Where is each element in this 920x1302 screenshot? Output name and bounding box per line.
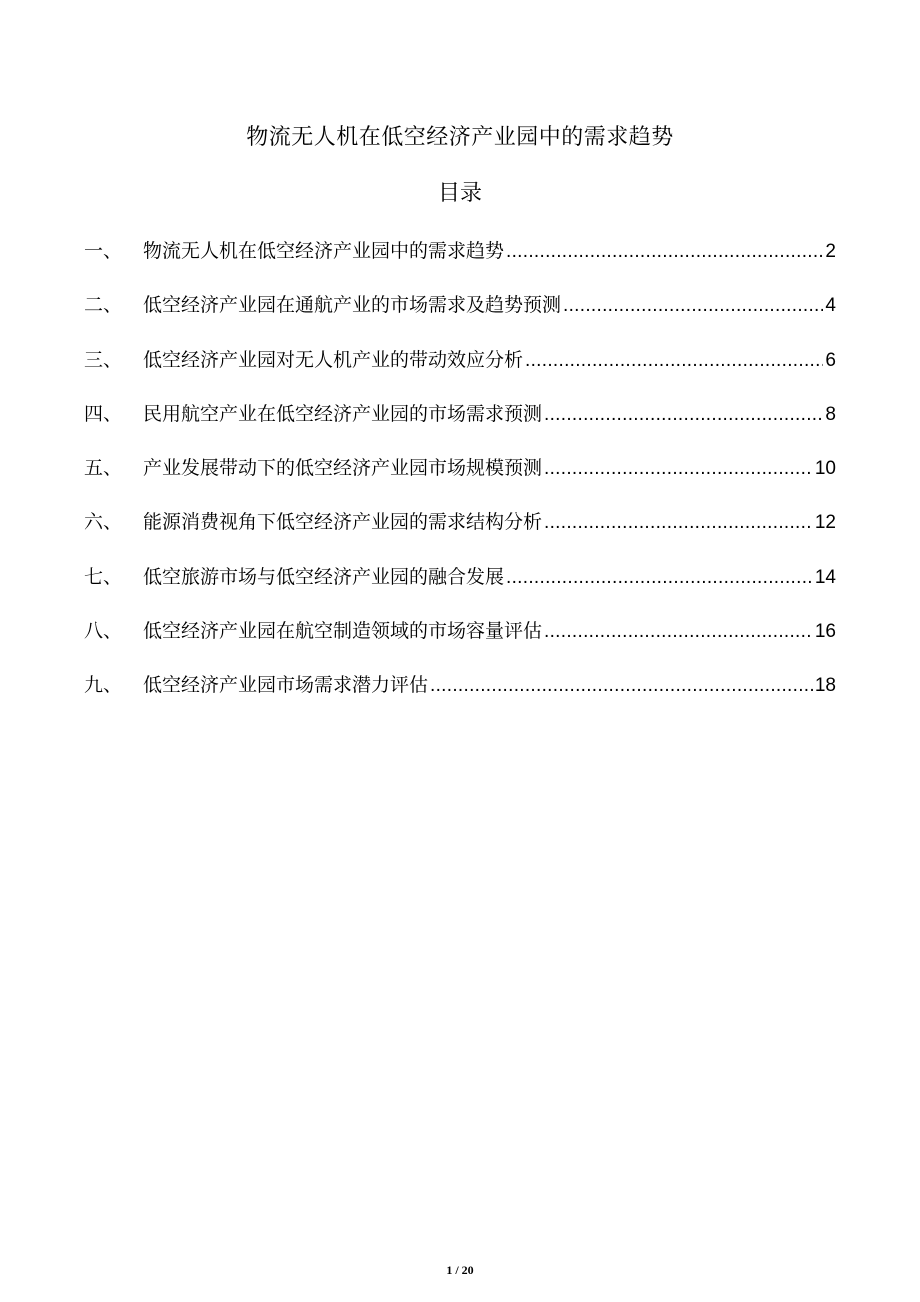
toc-entry[interactable] bbox=[84, 562, 836, 616]
toc-entry-page[interactable]: 8 bbox=[825, 403, 836, 425]
toc-entry-page[interactable]: 16 bbox=[814, 621, 836, 643]
toc-entry-number: 一、 bbox=[84, 240, 123, 262]
toc-entry-number: 四、 bbox=[84, 402, 123, 425]
toc-entry[interactable] bbox=[84, 290, 836, 344]
toc-entry-page[interactable]: 4 bbox=[825, 295, 836, 317]
toc-entry-page[interactable]: 10 bbox=[814, 458, 836, 480]
toc-dot-leader bbox=[525, 346, 823, 376]
toc-dot-leader bbox=[544, 617, 813, 647]
toc-dot-leader bbox=[544, 454, 813, 484]
toc-heading: 目录 bbox=[437, 181, 482, 206]
toc-entry-title[interactable]: 能源消费视角下低空经济产业园的需求结构分析 bbox=[143, 511, 543, 534]
toc-dot-leader bbox=[563, 291, 823, 321]
toc-entry[interactable] bbox=[84, 453, 836, 507]
toc-entry-number: 七、 bbox=[84, 565, 123, 588]
toc-entry-title[interactable]: 物流无人机在低空经济产业园中的需求趋势 bbox=[143, 240, 505, 262]
toc-entry-number: 六、 bbox=[84, 511, 123, 534]
toc-entry-title[interactable]: 民用航空产业在低空经济产业园的市场需求预测 bbox=[143, 402, 543, 425]
toc-dot-leader bbox=[506, 563, 813, 593]
toc-entry-title[interactable]: 产业发展带动下的低空经济产业园市场规模预测 bbox=[143, 457, 543, 480]
toc-entry-title[interactable]: 低空旅游市场与低空经济产业园的融合发展 bbox=[143, 565, 505, 588]
toc-entry-title[interactable]: 低空经济产业园市场需求潜力评估 bbox=[143, 674, 429, 697]
toc-entry-page[interactable]: 14 bbox=[814, 566, 836, 588]
toc-entry-page[interactable]: 12 bbox=[814, 512, 836, 534]
toc-entry[interactable] bbox=[84, 670, 836, 724]
document-title: 物流无人机在低空经济产业园中的需求趋势 bbox=[246, 125, 674, 150]
toc-entry-number: 五、 bbox=[84, 457, 123, 480]
toc-entry[interactable] bbox=[84, 616, 836, 670]
toc-entry-title[interactable]: 低空经济产业园在通航产业的市场需求及趋势预测 bbox=[143, 294, 562, 317]
page-number: 1 / 20 bbox=[446, 1263, 474, 1277]
toc-entry[interactable] bbox=[84, 507, 836, 561]
toc-entry-title[interactable]: 低空经济产业园在航空制造领域的市场容量评估 bbox=[143, 620, 543, 643]
toc-entry[interactable] bbox=[84, 399, 836, 453]
toc-entry[interactable] bbox=[84, 345, 836, 399]
toc-dot-leader bbox=[544, 508, 813, 538]
toc-entry-number: 八、 bbox=[84, 620, 123, 643]
toc-dot-leader bbox=[544, 400, 823, 430]
toc-entry-number: 九、 bbox=[84, 674, 123, 697]
toc-entry-page[interactable]: 2 bbox=[825, 241, 836, 262]
toc-entry-number: 三、 bbox=[84, 348, 123, 371]
toc-dot-leader bbox=[506, 237, 823, 267]
toc-entry-title[interactable]: 低空经济产业园对无人机产业的带动效应分析 bbox=[143, 348, 524, 371]
toc-entry-number: 二、 bbox=[84, 294, 123, 317]
toc-entry-page[interactable]: 18 bbox=[814, 675, 836, 697]
table-of-contents bbox=[84, 236, 836, 725]
toc-entry[interactable] bbox=[84, 236, 836, 290]
toc-dot-leader bbox=[430, 671, 813, 701]
toc-entry-page[interactable]: 6 bbox=[825, 349, 836, 371]
